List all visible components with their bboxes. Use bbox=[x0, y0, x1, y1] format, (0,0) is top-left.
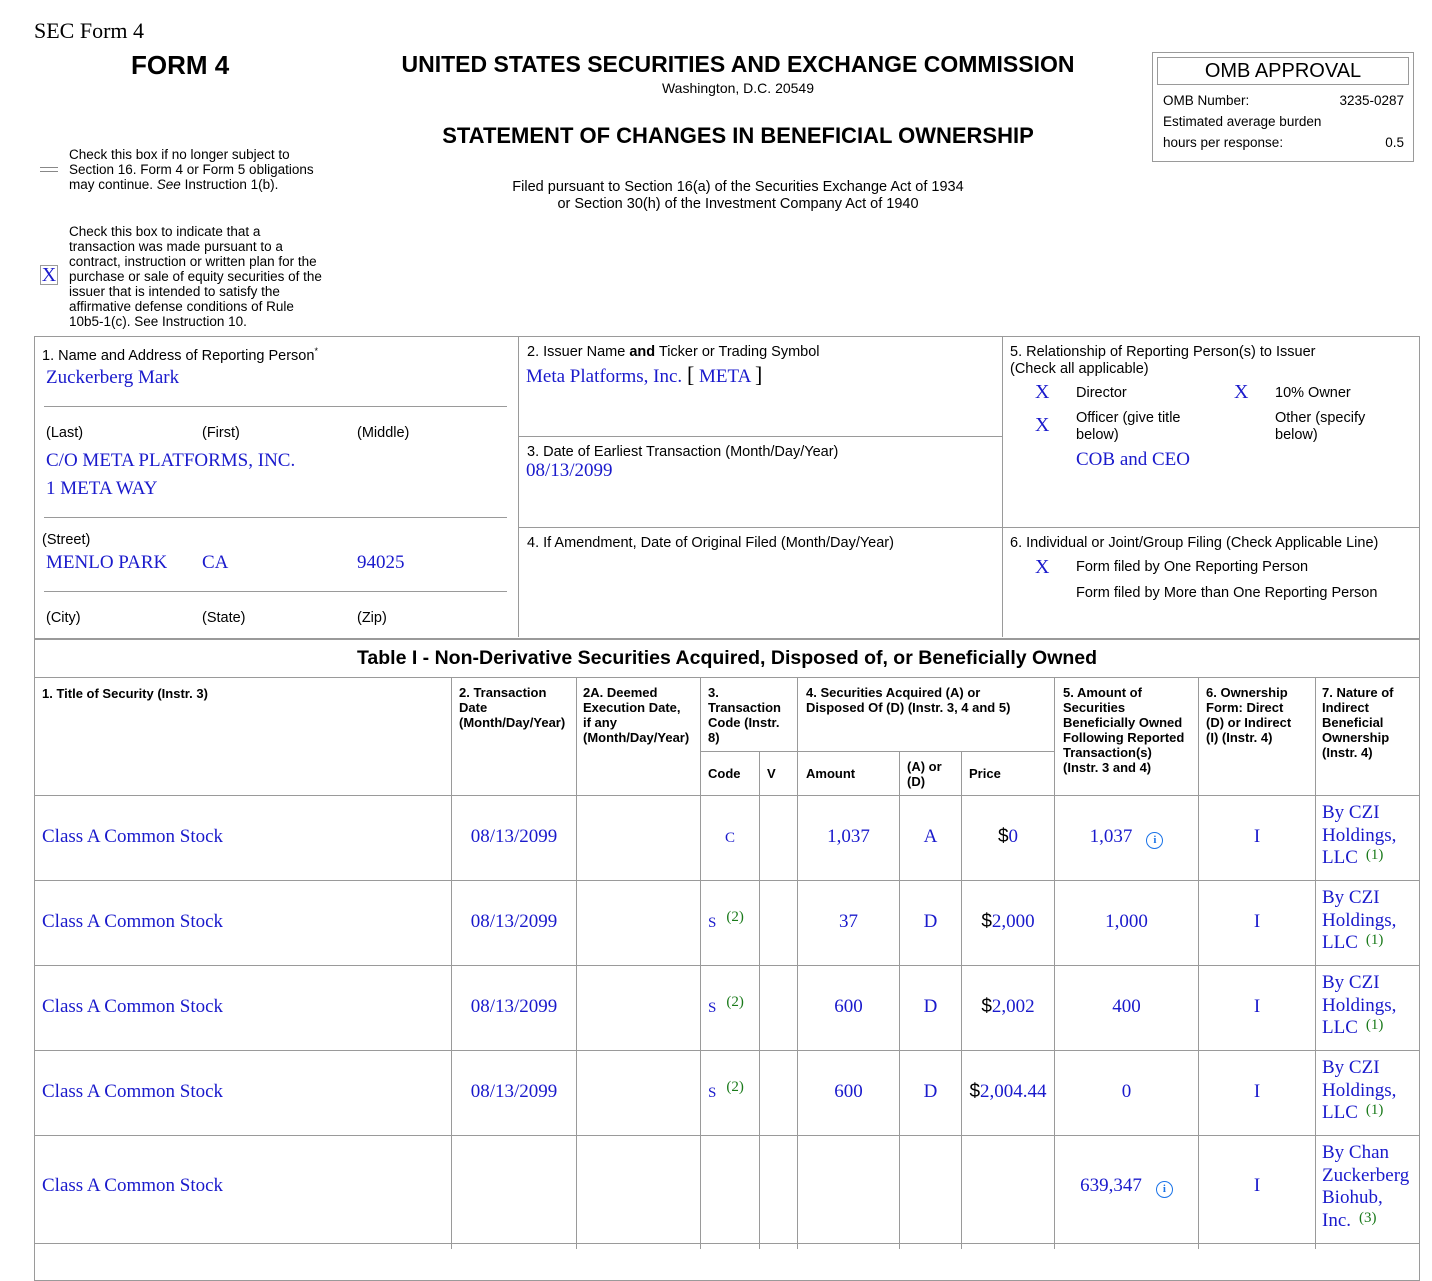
footnote-link[interactable]: (2) bbox=[726, 908, 744, 925]
security-title: Class A Common Stock bbox=[42, 1080, 224, 1102]
omb-number-label: OMB Number: bbox=[1163, 93, 1250, 108]
transaction-code-value: C bbox=[724, 829, 735, 846]
amount-owned: 1,000 bbox=[1105, 910, 1148, 932]
footnote-link[interactable]: (2) bbox=[726, 993, 744, 1010]
transaction-code-value: S bbox=[708, 1084, 717, 1101]
transaction-date: 08/13/2099 bbox=[470, 825, 558, 847]
statement-title: STATEMENT OF CHANGES IN BENEFICIAL OWNERSHIP bbox=[442, 123, 1034, 148]
amount-owned: 400 bbox=[1112, 995, 1141, 1017]
row-divider bbox=[35, 795, 1419, 796]
state-label: (State) bbox=[202, 610, 246, 626]
amount-owned: 639,347 i bbox=[1055, 1175, 1198, 1197]
nature-of-ownership: By CZI Holdings, LLC $^{(1)}$ bbox=[1322, 972, 1397, 1038]
header-price: Price bbox=[969, 766, 1001, 781]
first-label: (First) bbox=[202, 425, 240, 441]
transaction-code-value: S bbox=[708, 914, 717, 931]
agency-location: Washington, D.C. 20549 bbox=[661, 80, 814, 96]
transaction-code bbox=[708, 993, 744, 1017]
sec-form-label: SEC Form 4 bbox=[34, 18, 145, 43]
address-line-2: 1 META WAY bbox=[46, 478, 158, 499]
omb-burden-value: 0.5 bbox=[1385, 135, 1404, 150]
issuer-value: Meta Platforms, Inc. [ META ] bbox=[526, 362, 763, 387]
ownership-form: I bbox=[1253, 1175, 1261, 1196]
security-title: Class A Common Stock bbox=[42, 825, 224, 847]
price: $2,000 bbox=[981, 910, 1035, 932]
amount: 600 bbox=[834, 1080, 863, 1102]
ownership-form: I bbox=[1253, 825, 1261, 847]
section16-checkbox-label: Check this box if no longer subject to Section 16. Form 4 or Form 5 obligations may continue. See Instruction 1(b). bbox=[69, 147, 314, 192]
address-line-1: C/O META PLATFORMS, INC. bbox=[46, 450, 296, 471]
amount: 37 bbox=[839, 910, 858, 932]
header-title-of-security: 1. Title of Security (Instr. 3) bbox=[42, 686, 208, 701]
rule-10b5-1-checkbox-label: Check this box to indicate that a transaction was made pursuant to a contract, instruction or written plan for the purchase or sale of equity securities of the issuer that is intended to satisfy the affirmative defense conditions of Rule 10b5-1(c). See Instruction 10. bbox=[69, 224, 322, 329]
header-transaction-date: 2. Transaction Date (Month/Day/Year) bbox=[459, 685, 566, 730]
footnote-link[interactable]: (1) bbox=[1365, 847, 1384, 863]
footnote-link[interactable]: (1) bbox=[1365, 1102, 1384, 1118]
omb-number-value: 3235-0287 bbox=[1339, 93, 1404, 108]
security-title: Class A Common Stock bbox=[42, 1175, 224, 1196]
acquired-or-disposed: A bbox=[923, 825, 938, 847]
footnote-link[interactable]: (1) bbox=[1365, 932, 1384, 948]
nature-of-ownership: By CZI Holdings, LLC $^{(1)}$ bbox=[1322, 1057, 1397, 1123]
director-checkmark[interactable]: X bbox=[1035, 381, 1050, 403]
other-label: Other (specify below) bbox=[1275, 410, 1366, 443]
header-securities-acquired-disposed: 4. Securities Acquired (A) or Disposed Of (D) (Instr. 3, 4 and 5) bbox=[806, 685, 1011, 715]
ticker-symbol: META bbox=[699, 366, 751, 387]
zip-value: 94025 bbox=[357, 552, 405, 573]
footnote-link[interactable]: (3) bbox=[1359, 1209, 1377, 1226]
omb-title: OMB APPROVAL bbox=[1157, 57, 1409, 85]
price: $2,004.44 bbox=[969, 1080, 1047, 1102]
row-divider bbox=[35, 880, 1419, 881]
row-divider bbox=[35, 965, 1419, 966]
issuer-name: Meta Platforms, Inc. bbox=[526, 366, 683, 387]
ownership-form: I bbox=[1253, 1080, 1261, 1102]
reporting-person-name: Zuckerberg Mark bbox=[46, 367, 180, 388]
header-nature-of-ownership: 7. Nature of Indirect Beneficial Ownership (Instr. 4) bbox=[1322, 685, 1394, 760]
footnote-link[interactable]: (2) bbox=[726, 1078, 744, 1095]
amount-owned: 1,037 i bbox=[1055, 826, 1198, 848]
price: $0 bbox=[997, 825, 1019, 847]
header-a-or-d: (A) or (D) bbox=[907, 759, 942, 789]
header-amount: Amount bbox=[806, 766, 856, 781]
reporting-person-label: 1. Name and Address of Reporting Person* bbox=[42, 346, 318, 364]
ownership-form: I bbox=[1253, 910, 1261, 932]
acquired-or-disposed: D bbox=[923, 1080, 938, 1102]
price: $2,002 bbox=[981, 995, 1035, 1017]
footnote-link[interactable]: (1) bbox=[1365, 1017, 1384, 1033]
filed-pursuant-line-2: or Section 30(h) of the Investment Company Act of 1940 bbox=[557, 196, 919, 212]
nature-of-ownership: By Chan Zuckerberg Biohub, Inc. $^{(3)}$ bbox=[1322, 1142, 1410, 1231]
section16-checkbox[interactable] bbox=[40, 167, 58, 172]
street-label: (Street) bbox=[42, 532, 91, 548]
filing-type-label: 6. Individual or Joint/Group Filing (Check Applicable Line) bbox=[1010, 535, 1379, 551]
row-divider bbox=[35, 1243, 1419, 1244]
transaction-date: 08/13/2099 bbox=[470, 910, 558, 932]
table-1-title: Table I - Non-Derivative Securities Acquired, Disposed of, or Beneficially Owned bbox=[356, 647, 1098, 669]
last-label: (Last) bbox=[46, 425, 84, 441]
relationship-label: 5. Relationship of Reporting Person(s) to Issuer bbox=[1010, 344, 1316, 360]
transaction-date: 08/13/2099 bbox=[470, 995, 558, 1017]
more-reporting-persons-label: Form filed by More than One Reporting Person bbox=[1076, 585, 1378, 601]
officer-title: COB and CEO bbox=[1076, 449, 1190, 470]
ten-percent-owner-checkmark[interactable]: X bbox=[1234, 381, 1249, 403]
omb-burden-label-2: hours per response: bbox=[1163, 135, 1284, 150]
nature-of-ownership: By CZI Holdings, LLC $^{(1)}$ bbox=[1322, 802, 1397, 868]
relationship-sublabel: (Check all applicable) bbox=[1010, 361, 1149, 377]
ownership-form: I bbox=[1253, 995, 1261, 1017]
transaction-code-value: S bbox=[708, 999, 717, 1016]
amendment-label: 4. If Amendment, Date of Original Filed (Month/Day/Year) bbox=[527, 535, 894, 551]
city-value: MENLO PARK bbox=[46, 552, 168, 573]
omb-burden-label-1: Estimated average burden bbox=[1163, 114, 1322, 129]
middle-label: (Middle) bbox=[357, 425, 410, 441]
form-title: FORM 4 bbox=[131, 50, 230, 80]
security-title: Class A Common Stock bbox=[42, 995, 224, 1017]
row-divider bbox=[35, 1135, 1419, 1136]
omb-approval-box bbox=[1152, 52, 1414, 162]
agency-name: UNITED STATES SECURITIES AND EXCHANGE COMMISSION bbox=[401, 51, 1075, 77]
header-code: Code bbox=[708, 766, 741, 781]
ten-percent-owner-label: 10% Owner bbox=[1275, 385, 1351, 401]
officer-checkmark[interactable]: X bbox=[1035, 414, 1050, 436]
rule-10b5-1-checkbox[interactable]: X bbox=[41, 264, 57, 286]
officer-label: Officer (give title below) bbox=[1076, 410, 1181, 443]
transaction-date: 08/13/2099 bbox=[470, 1080, 558, 1102]
one-reporting-person-label: Form filed by One Reporting Person bbox=[1076, 559, 1309, 575]
city-label: (City) bbox=[46, 610, 81, 626]
acquired-or-disposed: D bbox=[923, 910, 938, 932]
earliest-transaction-date: 08/13/2099 bbox=[526, 460, 613, 481]
acquired-or-disposed: D bbox=[923, 995, 938, 1017]
security-title: Class A Common Stock bbox=[42, 910, 224, 932]
amount-owned: 0 bbox=[1121, 1080, 1132, 1102]
header-transaction-code: 3. Transaction Code (Instr. 8) bbox=[708, 685, 781, 745]
header-deemed-execution-date: 2A. Deemed Execution Date, if any (Month/Day/Year) bbox=[583, 685, 690, 745]
transaction-code bbox=[701, 830, 759, 847]
header-v: V bbox=[767, 766, 776, 781]
transaction-code bbox=[708, 1078, 744, 1102]
nature-of-ownership: By CZI Holdings, LLC $^{(1)}$ bbox=[1322, 887, 1397, 953]
transaction-code bbox=[708, 908, 744, 932]
header-amount-owned: 5. Amount of Securities Beneficially Owned Following Reported Transaction(s) (Instr. 3 and 4) bbox=[1063, 685, 1185, 775]
director-label: Director bbox=[1076, 385, 1127, 401]
state-value: CA bbox=[202, 552, 229, 573]
info-circle-icon[interactable]: i bbox=[1146, 832, 1163, 849]
amount: 600 bbox=[834, 995, 863, 1017]
earliest-transaction-label: 3. Date of Earliest Transaction (Month/Day/Year) bbox=[527, 444, 839, 460]
issuer-label: 2. Issuer Name and Ticker or Trading Symbol bbox=[527, 344, 820, 360]
row-divider bbox=[35, 1050, 1419, 1051]
header-ownership-form: 6. Ownership Form: Direct (D) or Indirect (I) (Instr. 4) bbox=[1206, 685, 1292, 745]
amount: 1,037 bbox=[827, 825, 870, 847]
zip-label: (Zip) bbox=[357, 610, 387, 626]
one-reporting-person-checkmark[interactable]: X bbox=[1035, 556, 1050, 578]
info-circle-icon[interactable]: i bbox=[1156, 1181, 1173, 1198]
filed-pursuant-line-1: Filed pursuant to Section 16(a) of the Securities Exchange Act of 1934 bbox=[512, 179, 964, 195]
